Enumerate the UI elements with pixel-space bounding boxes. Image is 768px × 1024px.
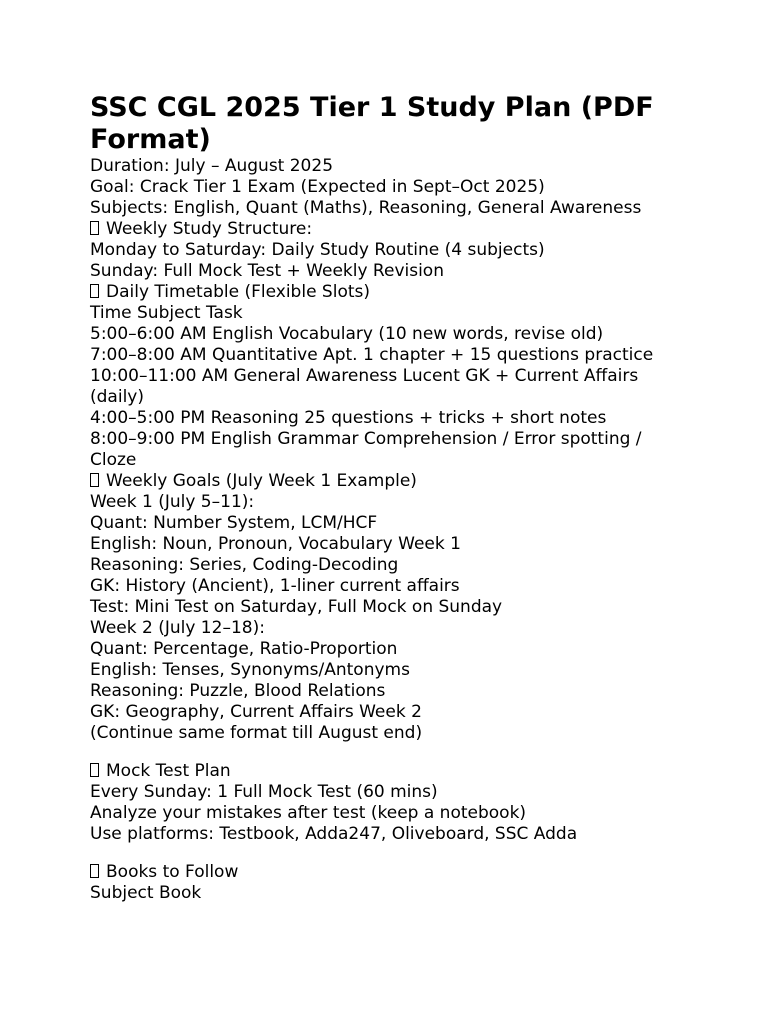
mock-test-plan-heading [90,761,690,782]
spacer [90,845,690,862]
weekly-goals-line: Week 2 (July 12–18): [90,618,265,638]
weekly-goals-line: Week 1 (July 5–11): [90,492,255,512]
document-page [90,92,690,904]
weekly-goals-line: Quant: Number System, LCM/HCF [90,513,378,533]
mock-test-plan-line: Analyze your mistakes after test (keep a notebook) [90,803,527,823]
document-title: SSC CGL 2025 Tier 1 Study Plan (PDF Format) [90,92,654,155]
weekly-structure-heading [90,219,690,240]
books-heading-text: Books to Follow [106,862,239,882]
timetable-heading [90,282,690,303]
weekly-goals-line: Reasoning: Puzzle, Blood Relations [90,681,386,701]
timetable-header-line: Time Subject Task [90,303,243,323]
missing-glyph-icon [90,763,99,777]
timetable-row: 8:00–9:00 PM English Grammar Comprehension / Error spotting / Cloze [90,429,642,470]
missing-glyph-icon [90,284,99,298]
timetable-row: 7:00–8:00 AM Quantitative Apt. 1 chapter + 15 questions practice [90,345,654,365]
timetable-row: 4:00–5:00 PM Reasoning 25 questions + tricks + short notes [90,408,607,428]
weekly-structure-line: Sunday: Full Mock Test + Weekly Revision [90,261,444,281]
weekly-goals-line: English: Noun, Pronoun, Vocabulary Week 1 [90,534,461,554]
weekly-goals-line: English: Tenses, Synonyms/Antonyms [90,660,410,680]
timetable-row: 10:00–11:00 AM General Awareness Lucent GK + Current Affairs (daily) [90,366,639,407]
weekly-goals-line: (Continue same format till August end) [90,723,423,743]
weekly-goals-line: Reasoning: Series, Coding-Decoding [90,555,399,575]
weekly-goals-line: GK: Geography, Current Affairs Week 2 [90,702,422,722]
mock-test-plan-line: Every Sunday: 1 Full Mock Test (60 mins) [90,782,438,802]
goal-line: Goal: Crack Tier 1 Exam (Expected in Sept–Oct 2025) [90,177,545,197]
missing-glyph-icon [90,221,99,235]
weekly-goals-line: Quant: Percentage, Ratio-Proportion [90,639,398,659]
mock-test-plan-heading-text: Mock Test Plan [106,761,231,781]
mock-test-plan-line: Use platforms: Testbook, Adda247, Oliveboard, SSC Adda [90,824,578,844]
missing-glyph-icon [90,473,99,487]
weekly-structure-heading-text: Weekly Study Structure: [106,219,313,239]
missing-glyph-icon [90,864,99,878]
weekly-goals-line: GK: History (Ancient), 1-liner current affairs [90,576,460,596]
books-line: Subject Book [90,883,202,903]
timetable-row: 5:00–6:00 AM English Vocabulary (10 new words, revise old) [90,324,604,344]
weekly-goals-heading [90,471,690,492]
books-heading [90,862,690,883]
duration-line: Duration: July – August 2025 [90,156,334,176]
spacer [90,744,690,761]
weekly-goals-heading-text: Weekly Goals (July Week 1 Example) [106,471,417,491]
weekly-goals-line: Test: Mini Test on Saturday, Full Mock on Sunday [90,597,503,617]
timetable-heading-text: Daily Timetable (Flexible Slots) [106,282,371,302]
subjects-line: Subjects: English, Quant (Maths), Reasoning, General Awareness [90,198,642,218]
weekly-structure-line: Monday to Saturday: Daily Study Routine (4 subjects) [90,240,545,260]
